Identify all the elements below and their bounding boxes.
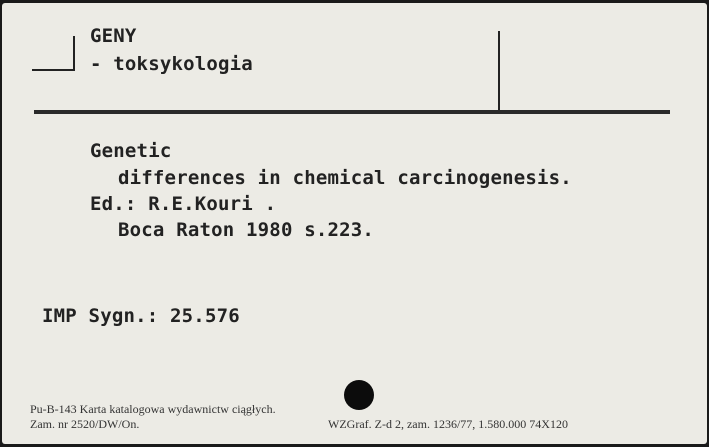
title-line-1: Genetic <box>90 140 172 162</box>
title-line-2: differences in chemical carcinogenesis. <box>118 167 572 189</box>
corner-bracket-horizontal <box>32 69 75 71</box>
subject-subheading: - toksykologia <box>90 53 253 75</box>
header-rule <box>34 110 670 114</box>
printer-info: WZGraf. Z-d 2, zam. 1236/77, 1.580.000 74X120 <box>328 417 568 431</box>
imprint-line: Boca Raton 1980 s.223. <box>118 219 375 241</box>
call-number: IMP Sygn.: 25.576 <box>42 305 240 327</box>
card-form-info: Pu-B-143 Karta katalogowa wydawnictw ciągłych. <box>30 402 276 416</box>
order-number: Zam. nr 2520/DW/On. <box>30 417 140 431</box>
editor-line: Ed.: R.E.Kouri . <box>90 193 277 215</box>
punch-hole <box>344 380 374 410</box>
header-divider-vertical <box>498 31 500 111</box>
corner-bracket-vertical <box>73 36 75 71</box>
catalog-card <box>2 3 707 444</box>
subject-heading: GENY <box>90 25 137 47</box>
